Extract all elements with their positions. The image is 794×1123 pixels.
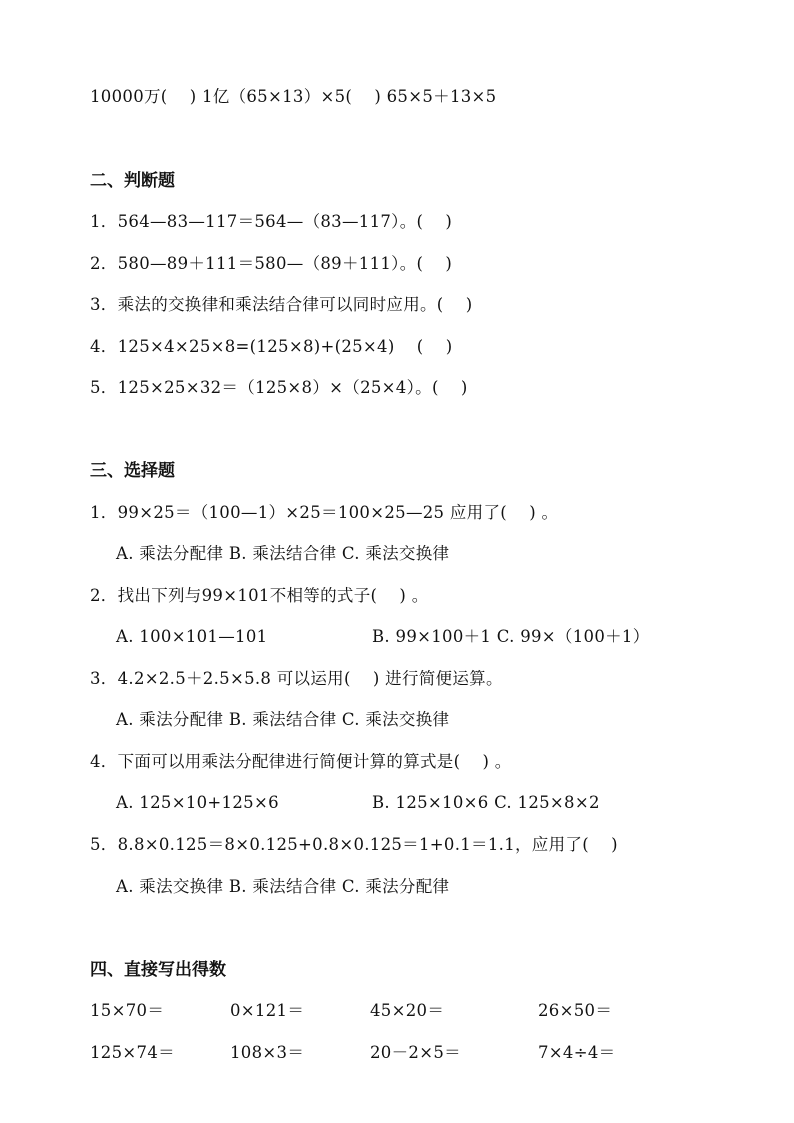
judge-item-1: 1．564—83—117＝564—（83—117）。( ) [90, 212, 453, 231]
judge-item-4: 4．125×4×25×8=(125×8)+(25×4) ( ) [90, 337, 453, 356]
compare-line: 10000万( ) 1亿（65×13）×5( ) 65×5＋13×5 [90, 87, 497, 106]
direct-item: 26×50＝ [538, 1001, 613, 1020]
section-heading-choice: 三、选择题 [90, 461, 175, 481]
choice-question-3: 3．4.2×2.5＋2.5×5.8 可以运用( ) 进行简便运算。 [90, 669, 503, 688]
direct-row-2 [0, 1042, 794, 1064]
direct-item: 20－2×5＝ [370, 1043, 461, 1062]
section-heading-direct: 四、直接写出得数 [90, 960, 226, 980]
judge-item-5: 5．125×25×32＝（125×8）×（25×4）。( ) [90, 378, 468, 397]
choice-question-4: 4．下面可以用乘法分配律进行简便计算的算式是( ) 。 [90, 752, 512, 771]
choice-options-3: A. 乘法分配律 B. 乘法结合律 C. 乘法交换律 [116, 710, 450, 729]
direct-item: 15×70＝ [90, 1001, 165, 1020]
choice-question-2: 2．找出下列与99×101不相等的式子( ) 。 [90, 586, 429, 605]
choice-option-4a: A. 125×10+125×6 [116, 793, 279, 812]
choice-option-2bc: B. 99×100＋1 C. 99×（100＋1） [372, 627, 650, 646]
choice-option-2a: A. 100×101—101 [116, 627, 268, 646]
direct-item: 0×121＝ [230, 1001, 305, 1020]
choice-options-1: A. 乘法分配律 B. 乘法结合律 C. 乘法交换律 [116, 544, 450, 563]
judge-item-2: 2．580—89＋111＝580—（89＋111）。( ) [90, 254, 453, 273]
section-heading-judge: 二、判断题 [90, 171, 175, 191]
direct-item: 7×4÷4＝ [538, 1043, 616, 1062]
direct-item: 125×74＝ [90, 1043, 175, 1062]
choice-question-1: 1．99×25＝（100—1）×25＝100×25—25 应用了( ) 。 [90, 503, 559, 522]
choice-option-4bc: B. 125×10×6 C. 125×8×2 [372, 793, 600, 812]
judge-item-3: 3．乘法的交换律和乘法结合律可以同时应用。( ) [90, 295, 473, 314]
direct-row-1 [0, 1000, 794, 1022]
direct-item: 108×3＝ [230, 1043, 305, 1062]
choice-question-5: 5．8.8×0.125＝8×0.125+0.8×0.125＝1+0.1＝1.1，应用了( ) [90, 835, 618, 854]
choice-options-5: A. 乘法交换律 B. 乘法结合律 C. 乘法分配律 [116, 877, 450, 896]
direct-item: 45×20＝ [370, 1001, 445, 1020]
